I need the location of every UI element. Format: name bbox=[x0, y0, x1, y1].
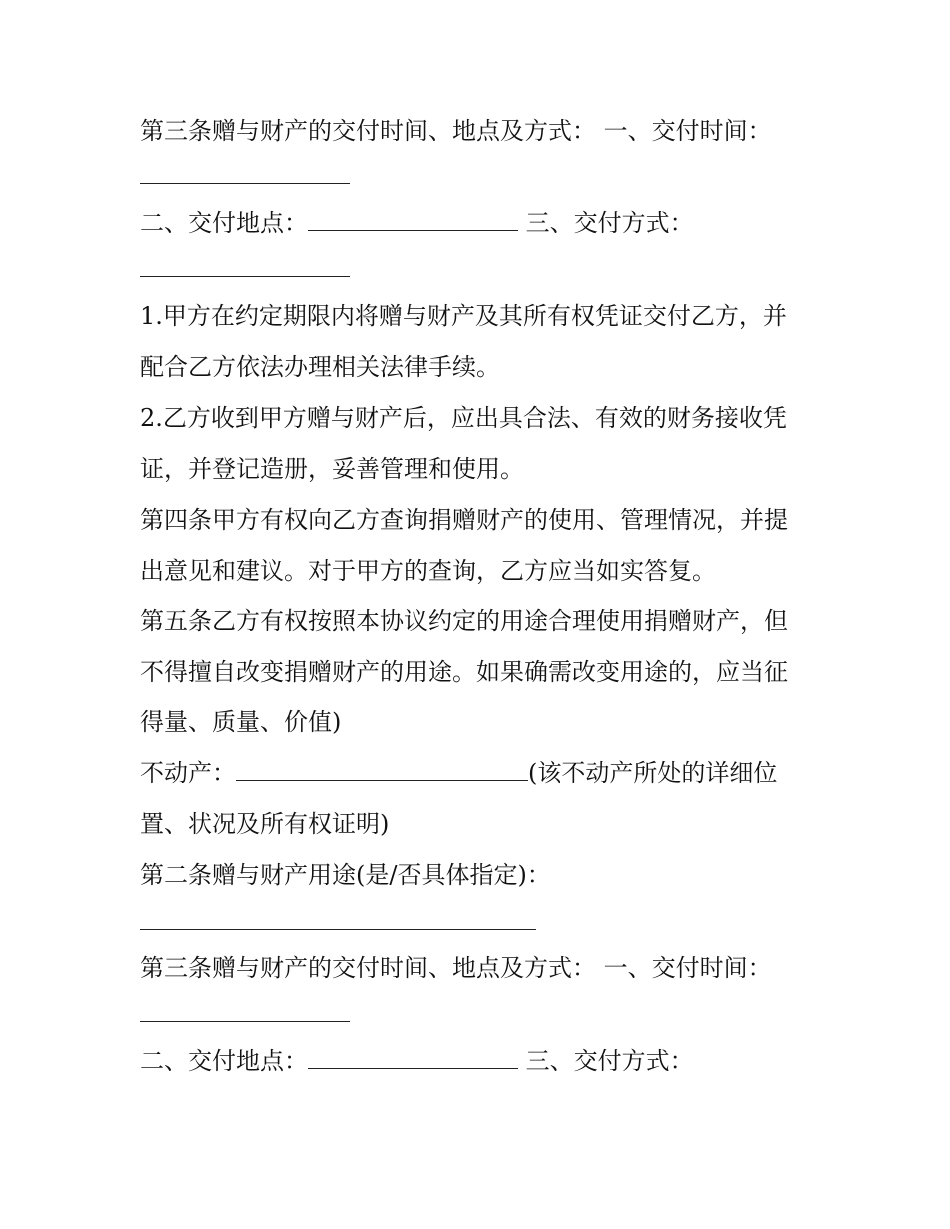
paragraph-line: 证，并登记造册，妥善管理和使用。 bbox=[140, 455, 524, 483]
delivery-time-blank bbox=[140, 1021, 350, 1022]
paragraph-line: 第五条乙方有权按照本协议约定的用途合理使用捐赠财产，但 bbox=[140, 607, 788, 635]
usage-blank bbox=[140, 929, 536, 930]
real-estate-line bbox=[140, 757, 777, 789]
delivery-place-method-line bbox=[140, 1045, 694, 1077]
paragraph-line: 2.乙方收到甲方赠与财产后，应出具合法、有效的财务接收凭 bbox=[140, 404, 787, 432]
paragraph-line: 配合乙方依法办理相关法律手续。 bbox=[140, 353, 500, 381]
delivery-place-label: 二、交付地点： bbox=[140, 1047, 308, 1075]
paragraph-line: 不得擅自改变捐赠财产的用途。如果确需改变用途的，应当征 bbox=[140, 658, 788, 686]
delivery-time-blank bbox=[140, 183, 350, 184]
paragraph-line: 置、状况及所有权证明) bbox=[140, 810, 390, 838]
real-estate-blank bbox=[236, 758, 528, 781]
paragraph-line: 第四条甲方有权向乙方查询捐赠财产的使用、管理情况，并提 bbox=[140, 506, 788, 534]
delivery-method-label: 三、交付方式： bbox=[518, 209, 694, 237]
delivery-place-blank bbox=[308, 1046, 518, 1069]
delivery-method-label: 三、交付方式： bbox=[518, 1047, 694, 1075]
real-estate-note: (该不动产所处的详细位 bbox=[528, 759, 778, 787]
clause-2-usage-heading: 第二条赠与财产用途(是/否具体指定)： bbox=[140, 861, 551, 889]
clause-3-delivery-heading: 第三条赠与财产的交付时间、地点及方式： 一、交付时间： bbox=[140, 954, 772, 982]
delivery-place-method-line bbox=[140, 207, 694, 239]
delivery-place-label: 二、交付地点： bbox=[140, 209, 308, 237]
real-estate-label: 不动产： bbox=[140, 759, 236, 787]
clause-3-delivery-heading: 第三条赠与财产的交付时间、地点及方式： 一、交付时间： bbox=[140, 117, 772, 145]
paragraph-line: 出意见和建议。对于甲方的查询，乙方应当如实答复。 bbox=[140, 557, 716, 585]
paragraph-line: 1.甲方在约定期限内将赠与财产及其所有权凭证交付乙方，并 bbox=[140, 302, 787, 330]
paragraph-line: 得量、质量、价值) bbox=[140, 708, 342, 736]
delivery-place-blank bbox=[308, 208, 518, 231]
delivery-method-blank bbox=[140, 276, 350, 277]
